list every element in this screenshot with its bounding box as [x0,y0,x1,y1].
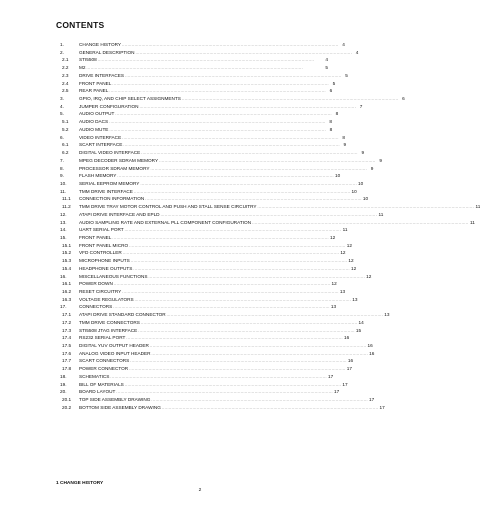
toc-entry-page: 8 [342,134,346,140]
dot-leader [140,103,356,111]
toc-entry-label[interactable]: SCART CONNECTORS [79,358,130,364]
toc-entry-label[interactable]: MPEG DECODER SDRAM MEMORY [79,157,159,163]
dot-leader [138,327,354,335]
toc-entry-label[interactable]: VFD CONTROLLER [79,250,122,256]
toc-entry-number: 17. [60,304,67,310]
toc-entry-number: 7. [60,157,64,163]
toc-entry-page: 4 [342,42,345,47]
toc-entry-page: 17 [334,389,340,395]
dot-leader [112,80,328,88]
toc-entry-page: 11 [378,211,384,217]
dot-leader [125,226,341,234]
toc-entry-page: 10 [335,173,341,179]
toc-entry-page: 11 [470,219,475,225]
dot-leader [87,64,321,72]
toc-entry-label[interactable]: SCART INTERFACE [79,142,123,148]
toc-entry-number: 17.7 [62,358,72,364]
dot-leader [98,56,321,64]
toc-entry-page: 9 [379,157,382,163]
dot-leader [150,342,366,350]
toc-entry[interactable] [60,327,362,335]
toc-entry-label[interactable]: AUDIO SAMPLING RATE AND EXTERNAL PLL COMPONENT CONFIGURATION [79,219,252,225]
toc-entry[interactable] [60,280,337,288]
toc-entry-label[interactable]: REAR PANEL [79,88,109,94]
toc-entry-label[interactable]: ATAPI DRIVE INTERFACE AND EPLD [79,211,160,217]
toc-entry-label[interactable]: TMM DRIVE INTERFACE [79,188,133,194]
toc-entry-number: 19. [60,381,67,387]
toc-entry-number: 3. [60,96,64,102]
toc-entry-page: 17 [346,366,352,372]
toc-entry-label[interactable]: POWER DOWN [79,281,113,287]
toc-entry[interactable] [60,149,365,157]
dot-leader [136,49,352,57]
dot-leader [161,211,377,219]
toc-entry-page: 10 [358,180,364,186]
toc-entry-number: 6.2 [62,150,69,156]
toc-entry[interactable] [60,381,348,389]
toc-entry-label[interactable]: ANALOG VIDEO INPUT HEADER [79,350,151,356]
toc-entry-page: 17 [342,381,348,387]
dot-leader [167,311,383,319]
toc-entry-number: 11. [60,188,67,194]
toc-entry[interactable] [60,404,385,412]
toc-entry-label[interactable]: CHANGE HISTORY [79,42,122,47]
toc-entry[interactable] [60,226,348,234]
toc-entry[interactable] [60,41,345,49]
toc-entry[interactable] [60,87,333,95]
toc-entry-page: 13 [384,312,390,318]
toc-entry-page: 16 [343,335,350,341]
toc-entry-number: 16.2 [62,289,72,294]
toc-entry-number: 11.1 [62,196,71,202]
dot-leader [112,234,328,242]
toc-entry-page: 7 [359,103,363,109]
toc-entry-number: 13. [60,219,67,225]
dot-leader [129,242,345,250]
toc-entry[interactable] [60,242,352,250]
toc-entry-page: 12 [340,250,346,256]
toc-entry[interactable] [60,134,346,142]
toc-entry-label[interactable]: SCHEMATICS [79,373,110,379]
toc-entry-page: 9 [361,150,365,156]
toc-entry-number: 2.4 [62,80,69,86]
toc-entry-page: 12 [351,265,357,271]
toc-entry-number: 5.1 [62,119,69,125]
dot-leader [152,350,368,358]
toc-entry-number: 15.2 [62,250,72,256]
toc-entry-label[interactable]: VOLTAGE REGULATORS [79,296,134,302]
toc-entry-number: 2.3 [62,72,69,78]
dot-leader [134,188,350,196]
toc-entry[interactable] [60,80,336,88]
toc-entry-page: 6 [402,96,405,102]
toc-entry-label[interactable]: STI5508 [79,57,97,63]
toc-entry[interactable] [60,118,332,126]
toc-entry-label[interactable]: BOARD LAYOUT [79,389,116,395]
toc-entry-number: 20. [60,389,67,395]
toc-entry[interactable] [60,357,354,365]
dot-leader [109,87,325,95]
toc-entry-label[interactable]: TOP SIDE ASSEMBLY DRAWING [79,397,151,403]
toc-entry-label[interactable]: MICROPHONE INPUTS [79,258,130,264]
toc-entry-number: 16.1 [62,281,72,287]
dot-leader [129,365,345,373]
toc-entry-page: 14 [358,319,364,325]
toc-entry-label[interactable]: RESET CIRCUITRY [79,289,122,294]
toc-entry-label[interactable]: FRONT PANEL [79,80,112,86]
dot-leader [117,172,333,180]
toc-entry-number: 2.1 [62,57,69,63]
toc-entry[interactable] [60,334,350,342]
toc-entry[interactable] [60,165,374,173]
dot-leader [123,249,339,257]
toc-entry[interactable] [60,311,390,319]
toc-entry-number: 6. [60,134,64,140]
toc-entry[interactable] [60,219,475,227]
toc-entry-number: 17.2 [62,319,72,325]
dot-leader [122,41,338,49]
dot-leader [125,72,341,80]
dot-leader [258,203,474,211]
toc-entry-number: 5. [60,111,64,117]
toc-entry-page: 5 [345,72,348,78]
toc-entry[interactable] [60,296,358,304]
toc-entry[interactable] [60,195,369,203]
toc-entry-number: 15.4 [62,265,72,271]
toc-entry-page: 10 [362,196,369,202]
toc-entry-number: 6.1 [62,142,69,148]
toc-entry-number: 14. [60,227,67,233]
toc-entry[interactable] [60,365,352,373]
toc-entry-label[interactable]: STI5508 JTAG INTERFACE [79,327,138,333]
toc-entry-label[interactable]: FRONT PANEL [79,234,112,240]
dot-leader [151,165,367,173]
dot-leader [122,288,338,296]
toc-entry-number: 17.3 [62,327,72,333]
toc-entry-number: 17.1 [62,312,72,318]
toc-entry[interactable] [60,303,337,311]
toc-entry-label[interactable]: GENERAL DESCRIPTION [79,49,135,55]
toc-entry-page: 17 [328,373,334,379]
toc-entry-page: 12 [331,281,337,287]
toc-entry-page: 11 [342,227,348,233]
toc-entry[interactable] [60,342,373,350]
toc-entry[interactable] [60,265,357,273]
toc-entry-label[interactable]: AUDIO DACS [79,119,109,125]
toc-entry-number: 2. [60,49,64,55]
dot-leader [114,280,330,288]
dot-leader [145,195,361,203]
toc-entry[interactable] [60,257,354,265]
toc-entry-number: 17.8 [62,366,72,372]
toc-entry[interactable] [60,126,333,134]
toc-entry-page: 12 [330,234,336,240]
toc-entry-number: 20.2 [62,404,72,410]
toc-entry[interactable] [60,157,382,165]
toc-entry-page: 4 [355,49,359,55]
dot-leader [115,110,331,118]
toc-entry-page: 10 [351,188,357,194]
toc-entry-number: 18. [60,373,67,379]
toc-entry-label[interactable]: MISCELLANEOUS FUNCTIONS [79,273,148,279]
toc-entry[interactable] [60,188,357,196]
toc-entry-label[interactable]: RS232 SERIAL PORT [79,335,126,341]
toc-entry-label[interactable]: CONNECTORS [79,304,113,310]
dot-leader [141,149,357,157]
dot-leader [110,373,326,381]
toc-entry-label[interactable]: CONNECTION INFORMATION [79,196,145,202]
toc-entry[interactable] [60,49,359,57]
toc-entry[interactable] [60,373,334,381]
toc-entry-page: 17 [379,404,385,410]
toc-entry-number: 1. [60,42,64,47]
dot-leader [131,257,347,265]
toc-entry-label[interactable]: TMM DRIVE CONNECTORS [79,319,140,325]
toc-entry[interactable] [60,203,480,211]
toc-entry-page: 13 [352,296,358,302]
toc-entry[interactable] [60,234,336,242]
toc-entry-label[interactable]: FRONT PANEL MICRO [79,242,129,248]
dot-leader [123,141,339,149]
toc-entry[interactable] [60,180,364,188]
toc-entry-number: 11.2 [62,204,71,210]
toc-entry-label[interactable]: M2 [79,65,86,71]
toc-entry-number: 4. [60,103,64,109]
toc-entry-page: 17 [368,397,375,403]
toc-entry-page: 9 [370,165,374,171]
toc-entry-page: 16 [367,343,373,349]
toc-entry-number: 8. [60,165,64,171]
dot-leader [182,95,398,103]
toc-entry-page: 8 [329,126,333,132]
toc-entry-page: 8 [335,111,339,117]
dot-leader [159,157,375,165]
toc-entry-number: 20.1 [62,397,72,403]
toc-entry-number: 12. [60,211,67,217]
toc-entry-page: 13 [339,289,346,294]
toc-entry-page: 15 [355,327,362,333]
dot-leader [162,404,378,412]
toc-entry-page: 9 [343,142,347,148]
toc-entry-number: 16.3 [62,296,72,302]
section-heading: 1 CHANGE HISTORY [56,481,104,486]
toc-entry-page: 12 [348,258,354,264]
toc-entry[interactable] [60,110,339,118]
dot-leader [149,273,365,281]
dot-leader [130,357,346,365]
toc-entry-page: 13 [330,304,337,310]
toc-entry[interactable] [60,64,328,72]
toc-entry-number: 5.2 [62,126,69,132]
toc-entry-number: 15. [60,234,67,240]
dot-leader [126,334,342,342]
toc-entry-page: 11 [475,204,480,210]
toc-entry-label[interactable]: JUMPER CONFIGURATION [79,103,139,109]
dot-leader [125,381,341,389]
toc-entry-label[interactable]: FLASH MEMORY [79,173,117,179]
toc-entry-label[interactable]: PROCESSOR SDRAM MEMORY [79,165,150,171]
toc-entry-label[interactable]: DIGITAL YUV OUTPUT HEADER [79,343,149,349]
dot-leader [109,118,325,126]
toc-entry-number: 2.5 [62,88,69,94]
toc-entry-number: 9. [60,173,64,179]
dot-leader [109,126,325,134]
toc-entry-label[interactable]: DIGITAL VIDEO INTERFACE [79,150,141,156]
toc-entry-label[interactable]: AUDIO OUTPUT [79,111,115,117]
toc-entry[interactable] [60,211,384,219]
toc-entry[interactable] [60,56,328,64]
toc-entry-page: 6 [329,88,333,94]
toc-entry-page: 12 [366,273,372,279]
toc-entry[interactable] [60,319,364,327]
dot-leader [135,296,351,304]
toc-entry[interactable] [60,172,341,180]
dot-leader [113,303,329,311]
toc-entry[interactable] [60,273,372,281]
toc-entry-number: 17.6 [62,350,72,356]
toc-entry-label[interactable]: BILL OF MATERIALS [79,381,124,387]
contents-title: CONTENTS [56,20,105,30]
toc-entry[interactable] [60,249,346,257]
dot-leader [151,396,367,404]
toc-entry[interactable] [60,141,347,149]
toc-entry-label[interactable]: ATAPI DRIVE STANDARD CONNECTOR [79,312,166,318]
toc-entry-label[interactable]: GPIO, IRQ, AND CHIP SELECT ASSIGNMENTS [79,96,181,102]
toc-entry-label[interactable]: BOTTOM SIDE ASSEMBLY DRAWING [79,404,161,410]
dot-leader [133,265,349,273]
toc-entry-label[interactable]: TMM DRIVE TRAY MOTOR CONTROL AND PUSH AND STALL SENSE CIRCUITRY [79,204,257,210]
table-of-contents [60,41,480,412]
toc-entry-label[interactable]: POWER CONNECTOR [79,366,129,372]
toc-entry[interactable] [60,72,348,80]
dot-leader [116,388,332,396]
toc-entry[interactable] [60,103,363,111]
toc-entry-label[interactable]: HEADPHONE OUTPUTS [79,265,133,271]
toc-entry-number: 17.4 [62,335,72,341]
toc-entry-number: 17.5 [62,343,72,349]
toc-entry-page: 5 [325,65,328,71]
toc-entry-number: 15.3 [62,258,72,264]
toc-entry-page: 12 [346,242,352,248]
toc-entry-label[interactable]: SERIAL EEPROM MEMORY [79,180,140,186]
toc-entry[interactable] [60,288,346,296]
toc-entry[interactable] [60,95,405,103]
toc-entry-label[interactable]: UART SERIAL PORT [79,227,124,233]
toc-entry[interactable] [60,350,375,358]
dot-leader [122,134,338,142]
toc-entry-label[interactable]: VIDEO INTERFACE [79,134,122,140]
toc-entry[interactable] [60,388,340,396]
toc-entry-page: 5 [332,80,336,86]
toc-entry-label[interactable]: DRIVE INTERFACES [79,72,125,78]
toc-entry-page: 8 [329,119,332,125]
dot-leader [141,319,357,327]
dot-leader [140,180,356,188]
toc-entry-page: 16 [347,358,354,364]
page-number: 2 [198,488,202,493]
toc-entry[interactable] [60,396,375,404]
toc-entry-label[interactable]: AUDIO MUTE [79,126,109,132]
toc-entry-number: 2.2 [62,65,69,71]
toc-entry-page: 16 [369,350,375,356]
toc-entry-number: 10. [60,180,67,186]
dot-leader [252,219,468,227]
toc-entry-number: 15.1 [62,242,72,248]
toc-entry-page: 4 [325,57,328,63]
toc-entry-number: 16. [60,273,67,279]
